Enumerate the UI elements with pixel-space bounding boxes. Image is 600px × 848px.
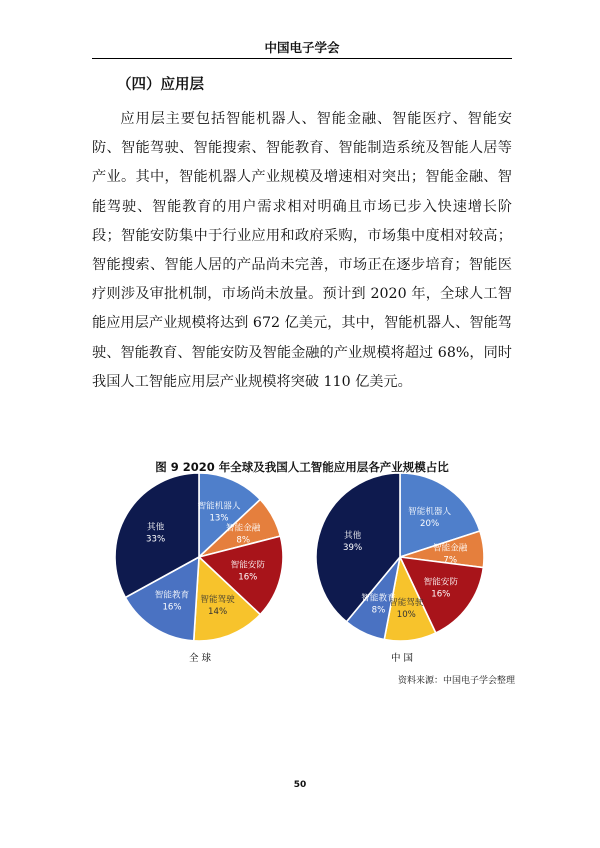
source-note: 资料来源：中国电子学会整理 bbox=[397, 676, 515, 686]
pie-value-global-driving: 14% bbox=[208, 606, 228, 617]
pie-label-global-security: 智能安防 bbox=[230, 560, 265, 571]
pie-value-global-robot: 13% bbox=[209, 513, 229, 524]
pie-value-global-other: 33% bbox=[146, 534, 166, 545]
header-divider bbox=[92, 58, 512, 59]
pie-label-china-education: 智能教育 bbox=[361, 593, 396, 604]
pie-value-global-education: 16% bbox=[162, 602, 182, 613]
pie-value-china-security: 16% bbox=[431, 589, 451, 600]
pie-value-china-finance: 7% bbox=[443, 555, 458, 566]
pie-label-global-education: 智能教育 bbox=[154, 590, 190, 601]
section-title: （四）应用层 bbox=[117, 77, 204, 93]
pie-value-china-driving: 10% bbox=[396, 610, 416, 620]
pie-label-china-security: 智能安防 bbox=[423, 577, 458, 588]
pie-label-global-robot: 智能机器人 bbox=[197, 501, 241, 512]
figure-title: 图 9 2020 年全球及我国人工智能应用层各产业规模占比 bbox=[155, 460, 449, 474]
pie-value-china-other: 39% bbox=[343, 542, 363, 553]
pie-chart-global bbox=[115, 473, 283, 664]
pie-value-china-education: 8% bbox=[371, 605, 386, 616]
pie-label-global-driving: 智能驾驶 bbox=[200, 594, 235, 605]
pie-value-global-security: 16% bbox=[238, 572, 258, 583]
pie-value-china-robot: 20% bbox=[420, 519, 440, 530]
pie-label-china-finance: 智能金融 bbox=[433, 543, 468, 554]
pie-caption-global: 全 球 bbox=[188, 653, 212, 664]
pie-label-global-other: 其他 bbox=[146, 522, 165, 533]
page-number: 50 bbox=[293, 780, 307, 790]
pie-label-china-other: 其他 bbox=[343, 530, 362, 541]
pie-slices-global bbox=[115, 473, 283, 641]
pie-label-global-finance: 智能金融 bbox=[226, 523, 261, 534]
pie-caption-china: 中 国 bbox=[390, 653, 414, 664]
pie-label-china-robot: 智能机器人 bbox=[408, 507, 452, 518]
page-header: 中国电子学会 bbox=[264, 40, 340, 55]
pie-charts bbox=[0, 470, 600, 670]
body-paragraph: 应用层主要包括智能机器人、智能金融、智能医疗、智能安防、智能驾驶、智能搜索、智能教育、智能制造系统及智能人居等产业。其中，智能机器人产业规模及增速相对突出；智能金融、智能驾驶、智能教育的用户需求相对明确且市场已步入快速增长阶段；智能安防集中于行业应用和政府采购，市场集中度相对较高；智能搜索、智能人居的产品尚未完善，市场正在逐步培育；智能医疗则涉及审批机制，市场尚未放量。预计到 2020 年，全球人工智能应用层产业规模将达到 672 亿美元，其中，智能机器人、智能驾驶、智能教育、智能安防及智能金融的产业规模将超过 68%，同时我国人工智能应用层产业规模将突破 110 亿美元。 bbox=[92, 111, 512, 390]
pie-chart-china bbox=[316, 473, 484, 664]
pie-value-global-finance: 8% bbox=[236, 535, 251, 546]
pie-label-china-driving: 智能驾驶 bbox=[389, 598, 424, 608]
